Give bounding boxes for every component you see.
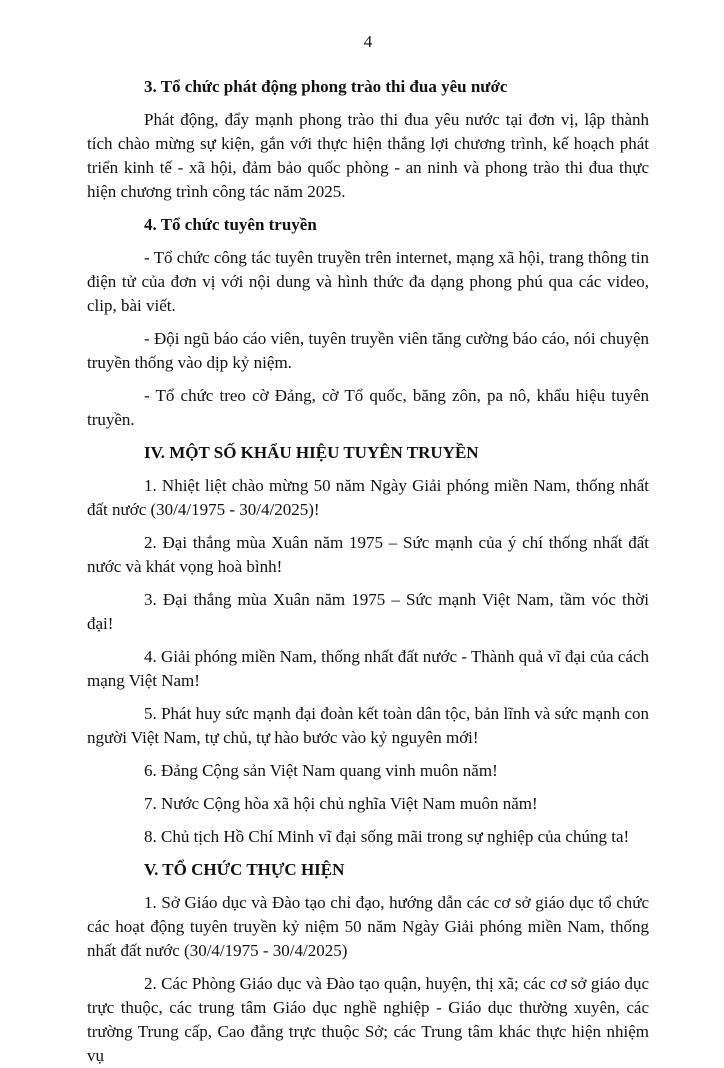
slogan-item: 7. Nước Cộng hòa xã hội chủ nghĩa Việt Nam muôn năm! [144,794,538,813]
slogan-item: 4. Giải phóng miền Nam, thống nhất đất nước - Thành quả vĩ đại của cách mạng Việt Nam! [87,647,649,690]
slogan-item: 8. Chủ tịch Hồ Chí Minh vĩ đại sống mãi trong sự nghiệp của chúng ta! [144,827,630,846]
section-v-heading: V. TỔ CHỨC THỰC HIỆN [144,860,345,879]
section-4-paragraph-1: - Tổ chức công tác tuyên truyền trên internet, mạng xã hội, trang thông tin điện tử của đơn vị với nội dung và hình thức đa dạng phong phú qua các video, clip, bài viết. [87,248,649,315]
slogan-item: 2. Đại thắng mùa Xuân năm 1975 – Sức mạnh của ý chí thống nhất đất nước và khát vọng hoà bình! [87,533,649,576]
slogan-item: 6. Đảng Cộng sản Việt Nam quang vinh muôn năm! [144,761,498,780]
slogan-item: 3. Đại thắng mùa Xuân năm 1975 – Sức mạnh Việt Nam, tầm vóc thời đại! [87,590,649,633]
section-v-paragraph-2: 2. Các Phòng Giáo dục và Đào tạo quận, huyện, thị xã; các cơ sở giáo dục trực thuộc, các trung tâm Giáo dục nghề nghiệp - Giáo dục thường xuyên, các trường Trung cấp, Cao đẳng trực thuộc Sở; các Trung tâm khác thực hiện nhiệm vụ [87,974,649,1065]
page-number: 4 [363,32,373,51]
section-4-paragraph-3: - Tổ chức treo cờ Đảng, cờ Tổ quốc, băng zôn, pa nô, khẩu hiệu tuyên truyền. [87,386,649,429]
section-iv-heading: IV. MỘT SỐ KHẨU HIỆU TUYÊN TRUYỀN [144,443,479,462]
section-4-heading: 4. Tổ chức tuyên truyền [144,215,317,234]
section-3-heading: 3. Tổ chức phát động phong trào thi đua yêu nước [144,77,508,96]
section-4-paragraph-2: - Đội ngũ báo cáo viên, tuyên truyền viên tăng cường báo cáo, nói chuyện truyền thống vào dịp kỷ niệm. [87,329,649,372]
section-v-paragraph-1: 1. Sở Giáo dục và Đào tạo chỉ đạo, hướng dẫn các cơ sở giáo dục tổ chức các hoạt động tuyên truyền kỷ niệm 50 năm Ngày Giải phóng miền Nam, thống nhất đất nước (30/4/1975 - 30/4/2025) [87,893,649,960]
slogan-item: 5. Phát huy sức mạnh đại đoàn kết toàn dân tộc, bản lĩnh và sức mạnh con người Việt Nam, tự chủ, tự hào bước vào kỷ nguyên mới! [87,704,649,747]
section-3-paragraph: Phát động, đẩy mạnh phong trào thi đua yêu nước tại đơn vị, lập thành tích chào mừng sự kiện, gắn với thực hiện thắng lợi chương trình, kế hoạch phát triển kinh tế - xã hội, đảm bảo quốc phòng - an ninh và phong trào thi đua thực hiện chương trình công tác năm 2025. [87,110,649,201]
slogan-item: 1. Nhiệt liệt chào mừng 50 năm Ngày Giải phóng miền Nam, thống nhất đất nước (30/4/1975 - 30/4/2025)! [87,476,649,519]
